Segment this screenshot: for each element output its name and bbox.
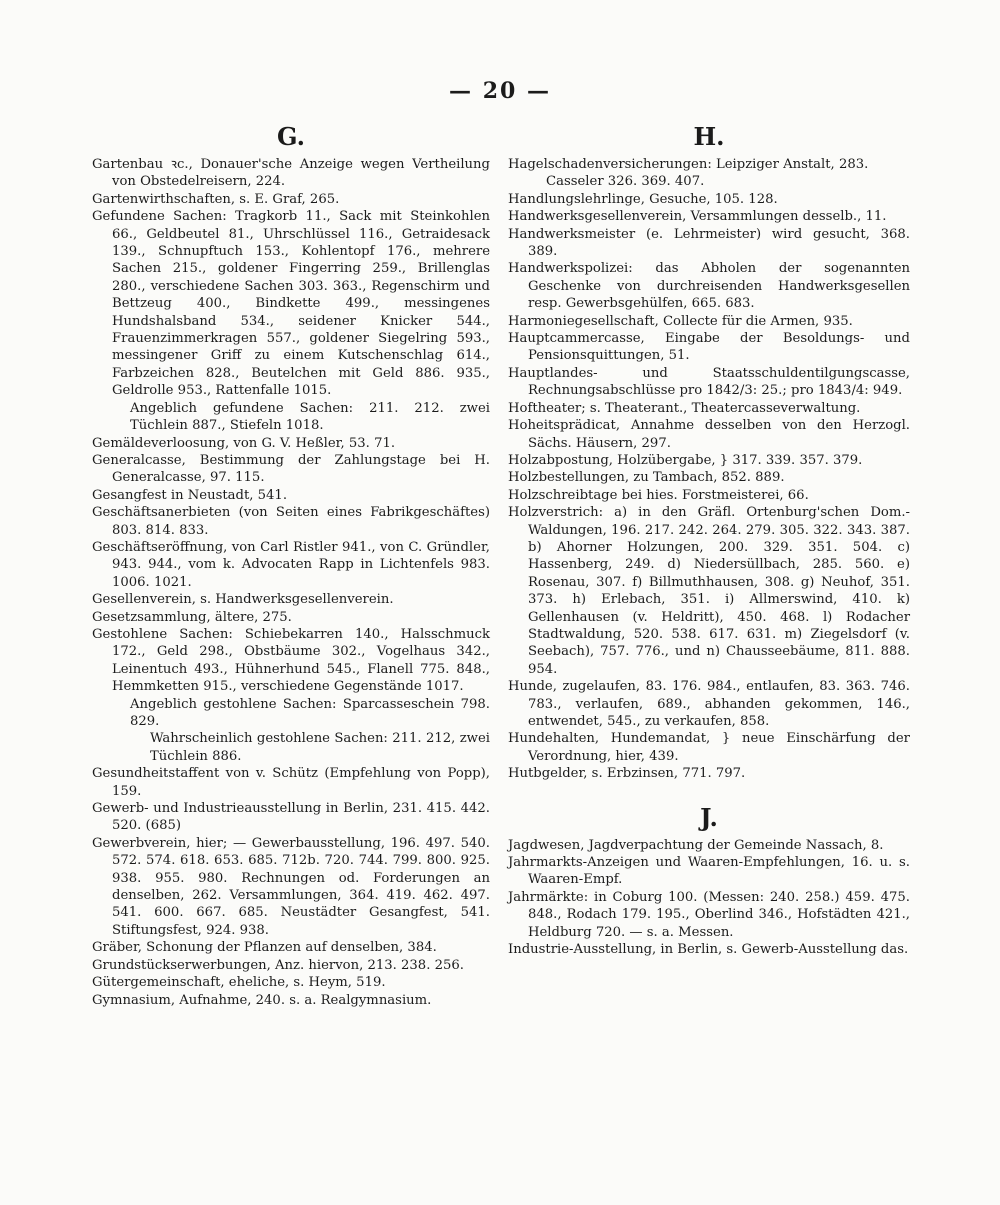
index-entry: Gewerb- und Industrieausstellung in Berlin, 231. 415. 442. 520. (685): [92, 801, 490, 834]
index-entry: Hauptlandes- und Staatsschuldentilgungscasse, Rechnungsabschlüsse pro 1842/3: 25.; pro 1843/4: 949.: [508, 365, 910, 399]
index-entry: Gefundene Sachen: Tragkorb 11., Sack mit Steinkohlen 66., Geldbeutel 81., Uhrschlüssel 116., Getraidesack 139., Schnupftuch 153., Kohlentopf 176., mehrere Sachen 215., goldener Fingerring 259., Brillenglas 280., verschiedene Sachen 303. 363., Regenschirm und Bettzeug 400., Bindkette 499., messingenes Hundshalsband 534., seidener Knicker 544., Frauenzimmerkragen 557., goldener Siegelring 593., messingener Griff zu einem Kutschenschlag 614., Farbzeichen 828., Beutelchen mit Geld 886. 935., Geldrolle 953., Rattenfalle 1015.: [92, 209, 490, 399]
index-entry: Gesundheitstaffent von v. Schütz (Empfehlung von Popp), 159.: [92, 766, 490, 799]
index-entry: Gemäldeverloosung, von G. V. Heßler, 53. 71.: [92, 435, 396, 451]
index-entry: Handwerksgesellenverein, Versammlungen desselb., 11.: [508, 209, 887, 225]
index-entry: Geschäftseröffnung, von Carl Ristler 941., von C. Gründler, 943. 944., vom k. Advocaten Rapp in Lichtenfels 983. 1006. 1021.: [92, 539, 490, 590]
right-column: [508, 118, 910, 958]
index-entry: Gestohlene Sachen: Schiebekarren 140., Halsschmuck 172., Geld 298., Obstbäume 302., Vogelhaus 342., Leinentuch 493., Hühnerhund 545., Flanell 775. 848., Hemmketten 915., verschiedene Gegenstände 1017.: [92, 626, 490, 695]
index-entry: Handwerkspolizei: das Abholen der sogenannten Geschenke von durchreisenden Handwerksgesellen resp. Gewerbsgehülfen, 665. 683.: [508, 261, 910, 312]
index-subentry: Angeblich gefundene Sachen: 211. 212. zwei Tüchlein 887., Stiefeln 1018.: [130, 400, 490, 434]
index-subentry: Wahrscheinlich gestohlene Sachen: 211. 212, zwei Tüchlein 886.: [150, 731, 490, 764]
index-entry: Gesetzsammlung, ältere, 275.: [92, 609, 292, 625]
section-letter-g: G.: [277, 122, 305, 151]
index-entry: Jahrmarkts-Anzeigen und Waaren-Empfehlungen, 16. u. s. Waaren-Empf.: [508, 855, 910, 888]
index-entry: Holzabpostung, Holzübergabe, } 317. 339. 357. 379.: [508, 452, 863, 468]
index-entry: Geschäftsanerbieten (von Seiten eines Fabrikgeschäftes) 803. 814. 833.: [92, 505, 490, 538]
index-entry: Hagelschadenversicherungen: Leipziger Anstalt, 283.: [508, 157, 869, 172]
index-entry: Hunde, zugelaufen, 83. 176. 984., entlaufen, 83. 363. 746. 783., verlaufen, 689., abhanden gekommen, 146., entwendet, 545., zu verkaufen, 858.: [508, 679, 910, 729]
index-entry: Gartenbau ꝛc., Donauer'sche Anzeige wegen Vertheilung von Obstedelreisern, 224.: [92, 157, 490, 190]
index-entry: Holzverstrich: a) in den Gräfl. Ortenburg'schen Dom.-Waldungen, 196. 217. 242. 264. 279. 305. 322. 343. 387. b) Ahorner Holzungen, 200. 329. 351. 504. c) Hassenberg, 249. d) Niedersüllbach, 285. 560. e) Rosenau, 307. f) Billmuthhausen, 308. g) Neuhof, 351. 373. h) Erlebach, 351. i) Allmerswind, 410. k) Gellenhausen (v. Heldritt), 450. 468. l) Rodacher Stadtwaldung, 520. 538. 617. 631. m) Ziegelsdorf (v. Seebach), 757. 776., und n) Chausseebäume, 811. 888. 954.: [508, 505, 910, 677]
index-entry: Grundstückserwerbungen, Anz. hiervon, 213. 238. 256.: [92, 957, 464, 973]
index-entry: Gymnasium, Aufnahme, 240. s. a. Realgymnasium.: [92, 992, 432, 1008]
index-entry: Holzschreibtage bei hies. Forstmeisterei, 66.: [508, 487, 809, 503]
index-entry: Handwerksmeister (e. Lehrmeister) wird gesucht, 368. 389.: [508, 226, 910, 260]
section-letter-h: H.: [693, 122, 725, 151]
index-entry: Gräber, Schonung der Pflanzen auf denselben, 384.: [92, 940, 437, 956]
section-letter-j: J.: [700, 802, 718, 832]
index-subentry: Angeblich gestohlene Sachen: Sparcasseschein 798. 829.: [130, 696, 490, 729]
index-entry: Gewerbverein, hier; — Gewerbausstellung, 196. 497. 540. 572. 574. 618. 653. 685. 712b. 720. 744. 799. 800. 925. 938. 955. 980. Rechnungen od. Forderungen an denselben, 262. Versammlungen, 364. 419. 462. 497. 541. 600. 667. 685. Neustädter Gesangfest, 541. Stiftungsfest, 924. 938.: [92, 835, 490, 938]
section-spacer: [508, 783, 910, 799]
index-entry: Gütergemeinschaft, eheliche, s. Heym, 519.: [92, 975, 386, 991]
index-entry: Hutbgelder, s. Erbzinsen, 771. 797.: [508, 766, 746, 782]
index-entry: Jagdwesen, Jagdverpachtung der Gemeinde Nassach, 8.: [508, 837, 884, 853]
index-entry: Jahrmärkte: in Coburg 100. (Messen: 240. 258.) 459. 475. 848., Rodach 179. 195., Oberlind 346., Hofstädten 421., Heldburg 720. — s. a. Messen.: [508, 889, 910, 940]
index-entry: Industrie-Ausstellung, in Berlin, s. Gewerb-Ausstellung das.: [508, 942, 909, 958]
index-entry: Handlungslehrlinge, Gesuche, 105. 128.: [508, 191, 778, 207]
index-entry: Holzbestellungen, zu Tambach, 852. 889.: [508, 470, 785, 486]
index-entry: Gesellenverein, s. Handwerksgesellenverein.: [92, 592, 394, 608]
index-entry: Hoftheater; s. Theaterant., Theatercasseverwaltung.: [508, 400, 861, 416]
index-entry: Gesangfest in Neustadt, 541.: [92, 487, 288, 503]
index-entry: Harmoniegesellschaft, Collecte für die Armen, 935.: [508, 313, 853, 329]
page-number: — 20 —: [449, 78, 551, 104]
index-entry: Gartenwirthschaften, s. E. Graf, 265.: [92, 191, 340, 207]
index-entry: Generalcasse, Bestimmung der Zahlungstage bei H. Generalcasse, 97. 115.: [92, 452, 490, 486]
index-entry: Hundehalten, Hundemandat, } neue Einschärfung der Verordnung, hier, 439.: [508, 731, 910, 764]
index-subentry: Casseler 326. 369. 407.: [546, 174, 705, 190]
index-entry: Hauptcammercasse, Eingabe der Besoldungs- und Pensionsquittungen, 51.: [508, 331, 910, 364]
index-entry: Hoheitsprädicat, Annahme desselben von den Herzogl. Sächs. Häusern, 297.: [508, 418, 910, 451]
left-column: [92, 118, 490, 1009]
